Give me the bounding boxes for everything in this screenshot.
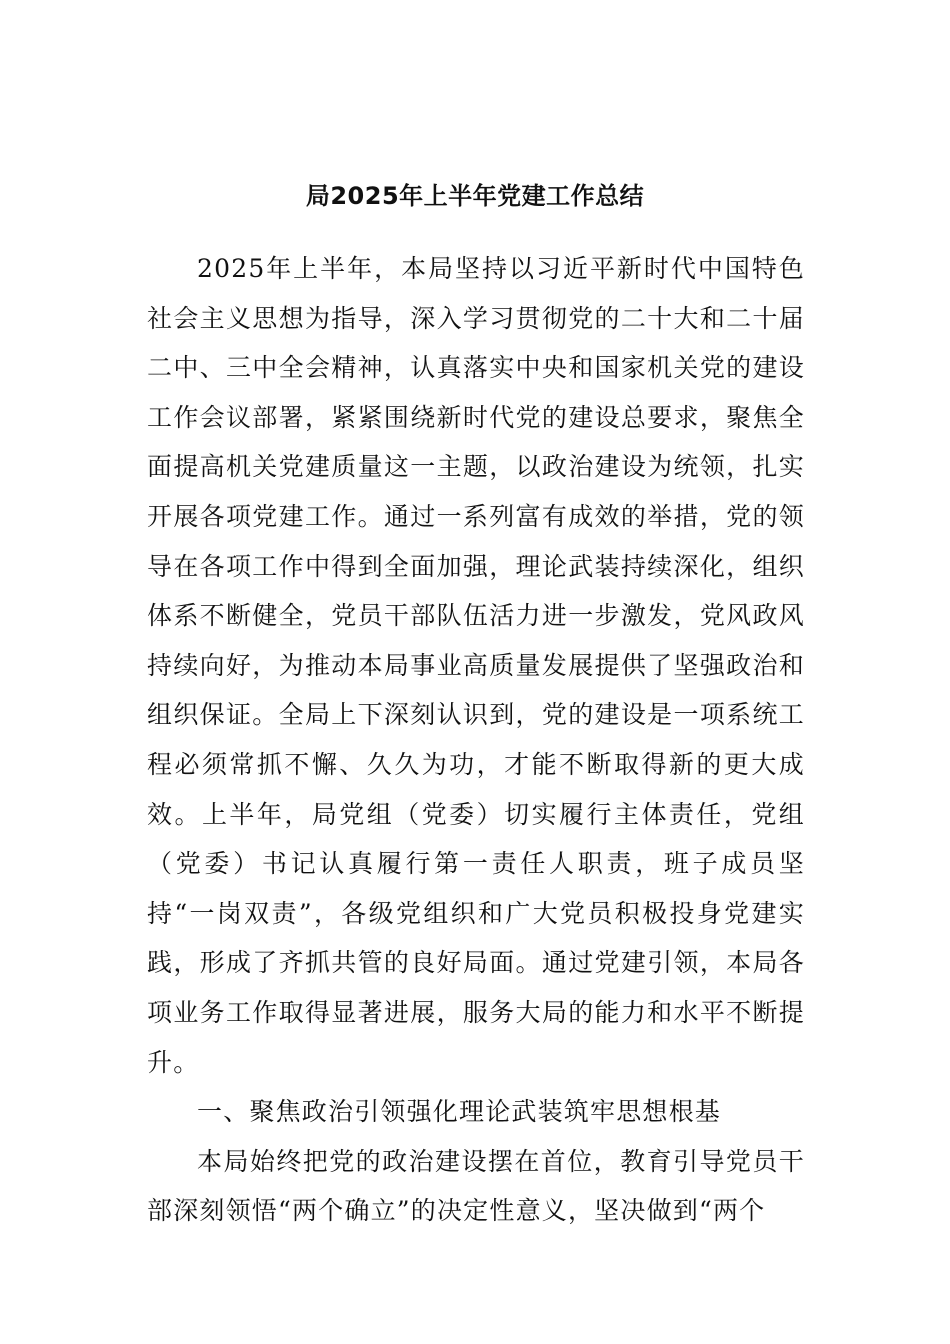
section-heading: 一、聚焦政治引领强化理论武装筑牢思想根基 [197,1097,722,1127]
section-paragraph: 本局始终把党的政治建设摆在首位，教育引导党员干部深刻领悟“两个确立”的决定性意义，坚决做到“两个 [147,1146,805,1226]
intro-paragraph: 2025年上半年，本局坚持以习近平新时代中国特色社会主义思想为指导，深入学习贯彻党的二十大和二十届二中、三中全会精神，认真落实中央和国家机关党的建设工作会议部署，紧紧围绕新时代党的建设总要求，聚焦全面提高机关党建质量这一主题，以政治建设为统领，扎实开展各项党建工作。通过一系列富有成效的举措，党的领导在各项工作中得到全面加强，理论武装持续深化，组织体系不断健全，党员干部队伍活力进一步激发，党风政风持续向好，为推动本局事业高质量发展提供了坚强政治和组织保证。全局上下深刻认识到，党的建设是一项系统工程必须常抓不懈、久久为功，才能不断取得新的更大成效。上半年，局党组（党委）切实履行主体责任，党组（党委）书记认真履行第一责任人职责，班子成员坚持“一岗双责”，各级党组织和广大党员积极投身党建实践，形成了齐抓共管的良好局面。通过党建引领，本局各项业务工作取得显著进展，服务大局的能力和水平不断提升。 [147,254,805,1077]
document-title: 局2025年上半年党建工作总结 [305,182,645,211]
document-body [147,244,805,1236]
